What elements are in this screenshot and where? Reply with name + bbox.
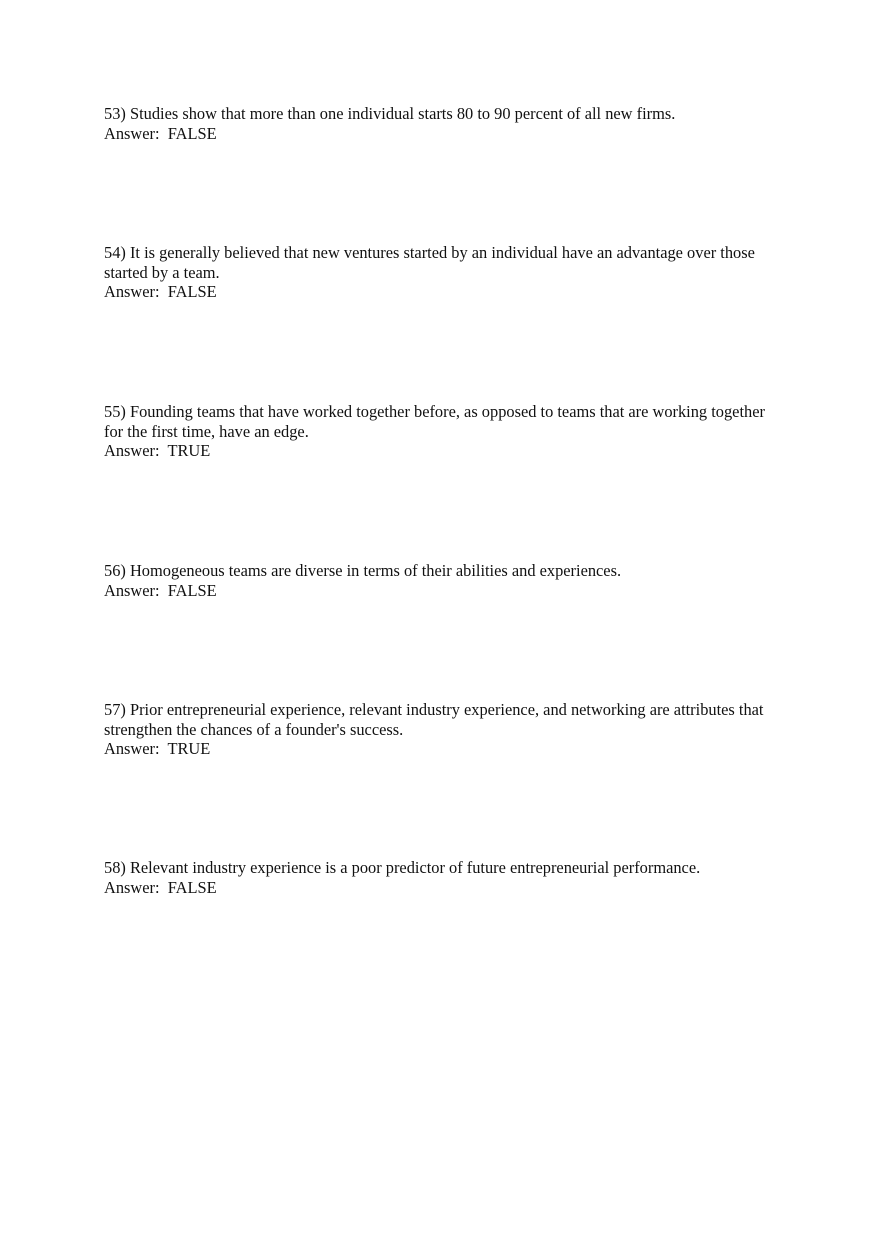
question-block bbox=[104, 858, 784, 897]
question-number: 57) bbox=[104, 700, 126, 719]
question-statement: Studies show that more than one individual starts 80 to 90 percent of all new firms. bbox=[129, 104, 676, 123]
answer-label: Answer: bbox=[104, 441, 160, 461]
answer-value: FALSE bbox=[167, 580, 217, 600]
question-number: 54) bbox=[104, 243, 126, 262]
question-statement: It is generally believed that new ventures started by an individual have an advantage over those started by a team. bbox=[104, 243, 755, 282]
answer-label: Answer: bbox=[104, 739, 160, 759]
question-number: 58) bbox=[104, 858, 126, 877]
answer-value: FALSE bbox=[167, 877, 217, 897]
answer-label: Answer: bbox=[104, 580, 160, 600]
answer-line bbox=[104, 581, 784, 601]
question-statement: Founding teams that have worked together before, as opposed to teams that are working together for the first time, have an edge. bbox=[104, 402, 765, 441]
answer-value: FALSE bbox=[167, 123, 217, 143]
answer-line bbox=[104, 282, 784, 302]
question-number: 53) bbox=[104, 104, 126, 123]
answer-label: Answer: bbox=[104, 282, 160, 302]
question-block bbox=[104, 561, 784, 600]
answer-line bbox=[104, 739, 784, 759]
answer-line bbox=[104, 878, 784, 898]
question-block bbox=[104, 700, 784, 759]
question-text bbox=[104, 243, 784, 282]
question-number: 55) bbox=[104, 402, 126, 421]
question-text bbox=[104, 700, 784, 739]
question-number: 56) bbox=[104, 561, 126, 580]
question-text bbox=[104, 104, 784, 124]
answer-label: Answer: bbox=[104, 123, 160, 143]
answer-line bbox=[104, 441, 784, 461]
question-text bbox=[104, 858, 784, 878]
answer-value: FALSE bbox=[167, 282, 217, 302]
question-block bbox=[104, 243, 784, 302]
question-block bbox=[104, 402, 784, 461]
question-statement: Prior entrepreneurial experience, relevant industry experience, and networking are attributes that strengthen the chances of a founder's success. bbox=[104, 700, 764, 739]
answer-value: TRUE bbox=[167, 739, 211, 759]
answer-value: TRUE bbox=[167, 441, 211, 461]
question-text bbox=[104, 561, 784, 581]
question-statement: Relevant industry experience is a poor predictor of future entrepreneurial performance. bbox=[129, 858, 701, 877]
question-statement: Homogeneous teams are diverse in terms of their abilities and experiences. bbox=[129, 561, 622, 580]
answer-line bbox=[104, 124, 784, 144]
question-block bbox=[104, 104, 784, 143]
answer-label: Answer: bbox=[104, 877, 160, 897]
question-text bbox=[104, 402, 784, 441]
